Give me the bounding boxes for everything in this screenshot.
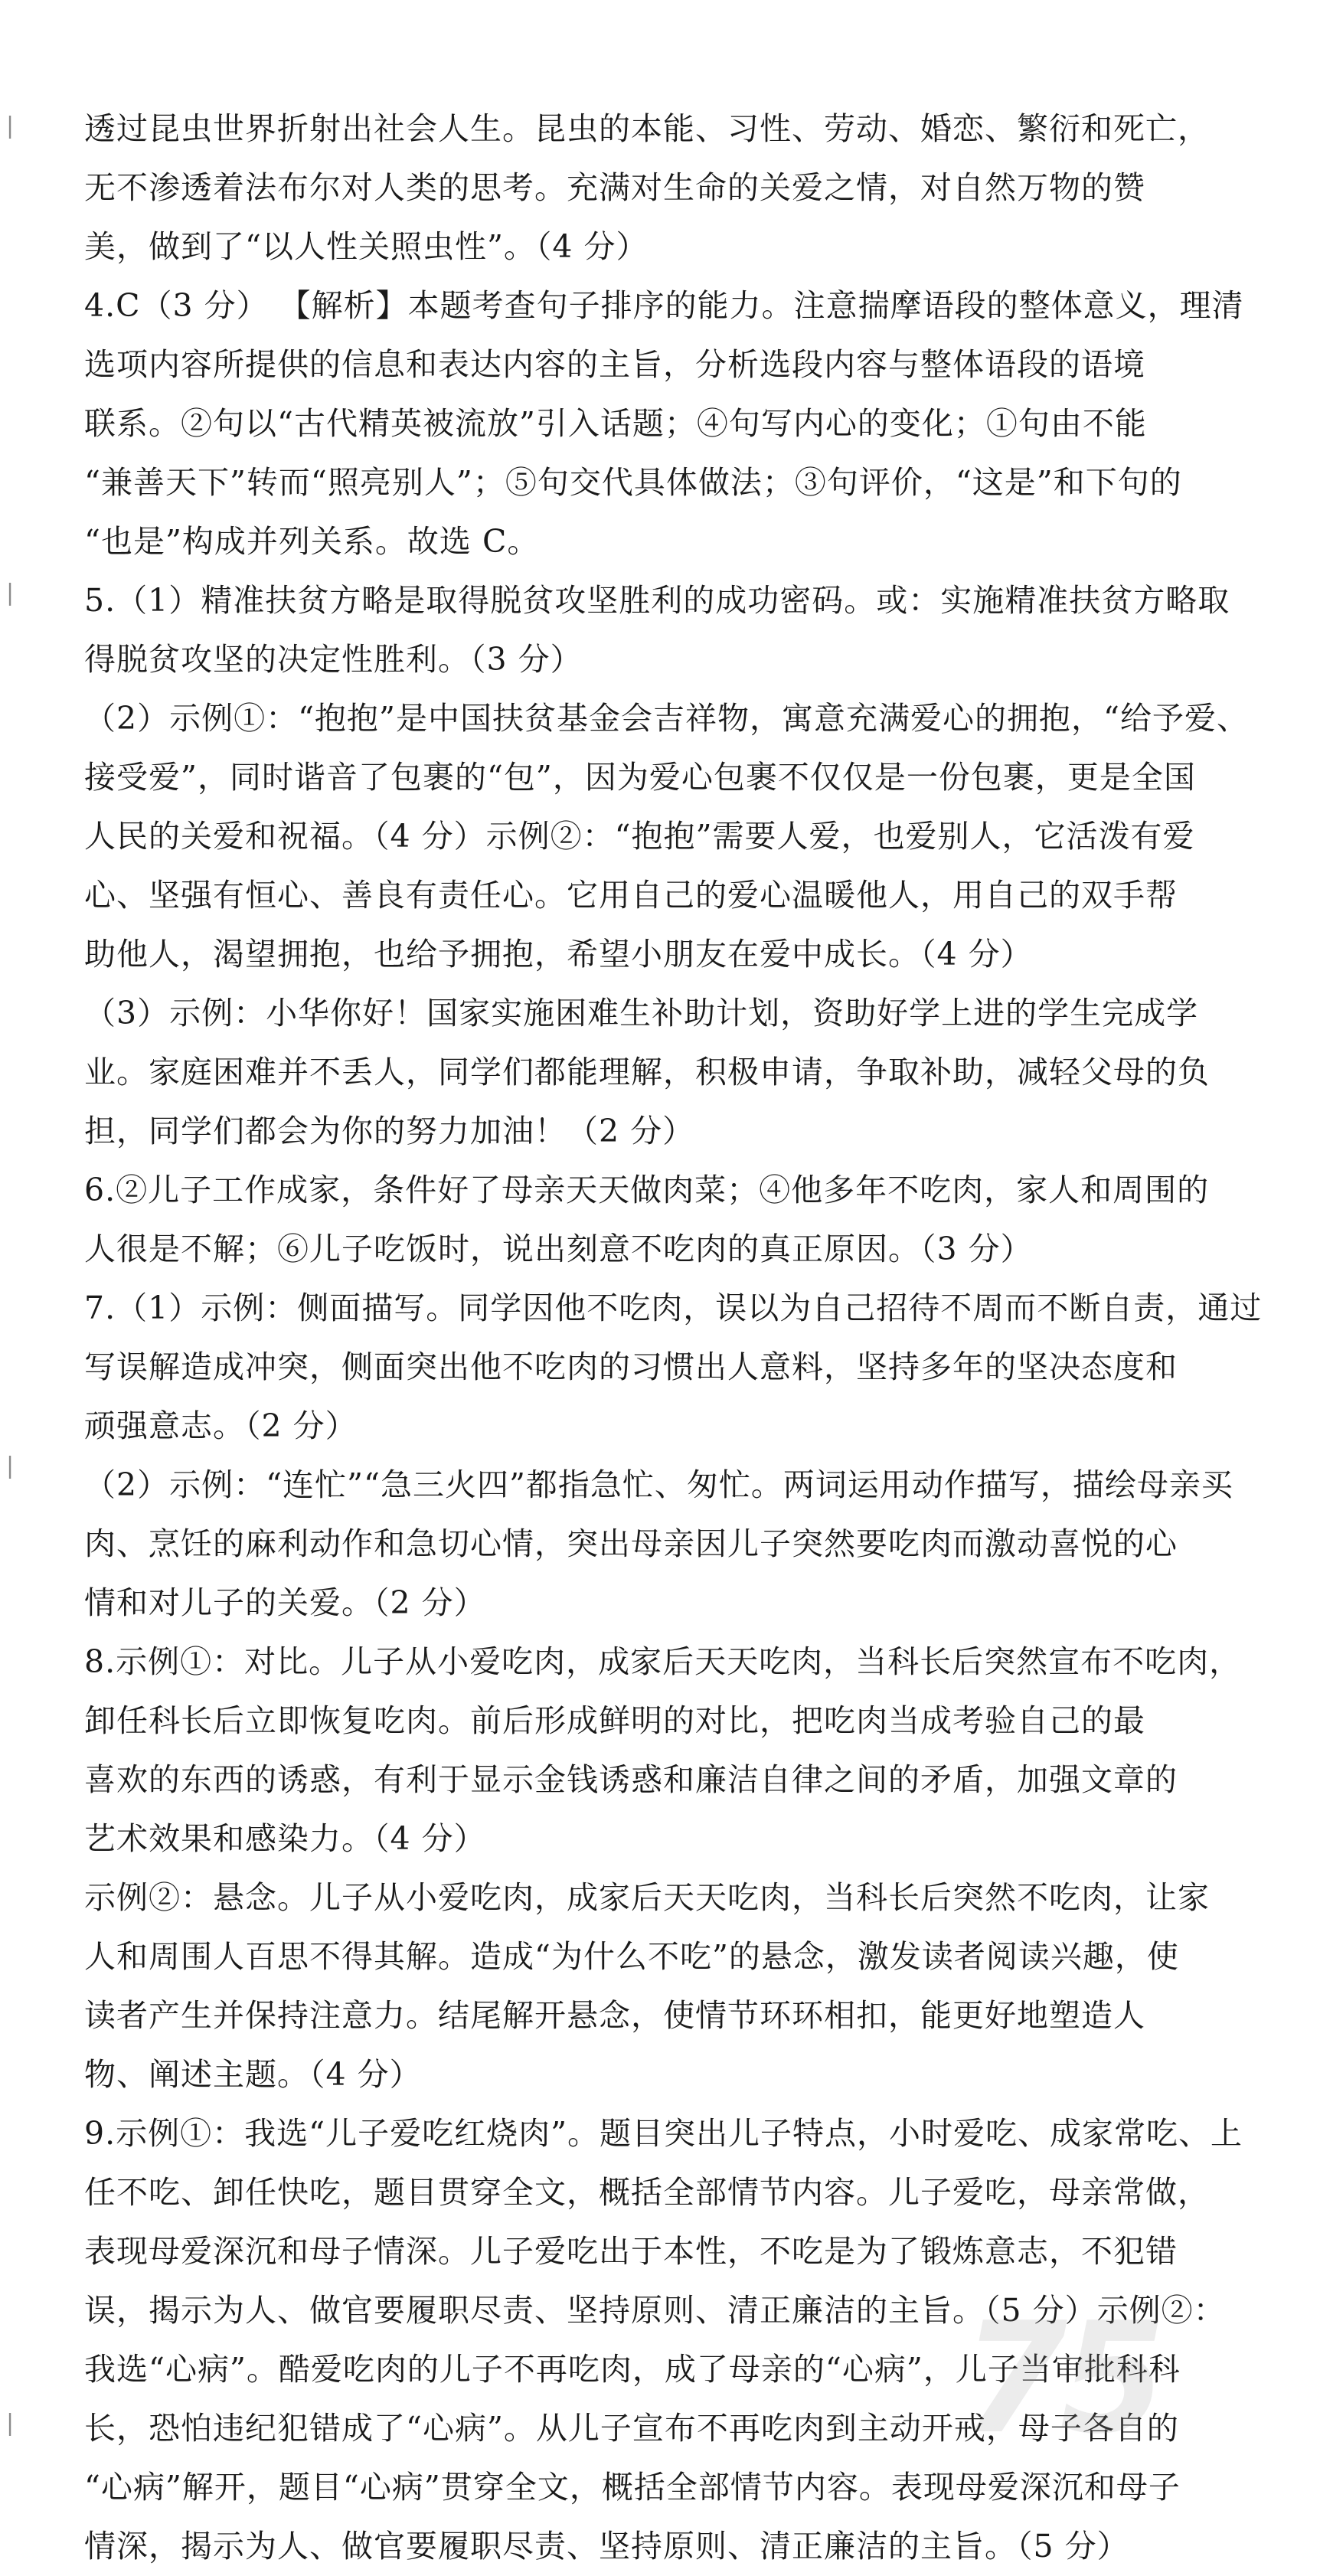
text-line: 读者产生并保持注意力。结尾解开悬念，使情节环环相扣，能更好地塑造人 <box>84 1997 1145 2034</box>
text-line: 我选“心病”。酷爱吃肉的儿子不再吃肉，成了母亲的“心病”，儿子当审批科科 <box>84 2351 1181 2388</box>
binding-mark: | <box>6 2410 15 2437</box>
text-line: 顽强意志。（2 分） <box>84 1407 358 1444</box>
text-line: 心、坚强有恒心、善良有责任心。它用自己的爱心温暖他人，用自己的双手帮 <box>84 877 1178 914</box>
text-line: “兼善天下”转而“照亮别人”；⑤句交代具体做法；③句评价，“这是”和下句的 <box>84 464 1182 501</box>
text-line: 人很是不解；⑥儿子吃饭时，说出刻意不吃肉的真正原因。（3 分） <box>84 1231 1033 1267</box>
text-line: 助他人，渴望拥抱，也给予拥抱，希望小朋友在爱中成长。（4 分） <box>84 936 1033 973</box>
text-line: 长，恐怕违纪犯错成了“心病”。从儿子宣布不再吃肉到主动开戒，母子各自的 <box>84 2410 1179 2447</box>
text-line: “也是”构成并列关系。故选 C。 <box>84 523 540 560</box>
text-line: 表现母爱深沉和母子情深。儿子爱吃出于本性，不吃是为了锻炼意志，不犯错 <box>84 2233 1178 2270</box>
text-line: 业。家庭困难并不丢人，同学们都能理解，积极申请，争取补助，减轻父母的负 <box>84 1054 1210 1090</box>
binding-mark: | <box>6 113 15 139</box>
text-line: 6.②儿子工作成家，条件好了母亲天天做肉菜；④他多年不吃肉，家人和周围的 <box>84 1172 1210 1208</box>
binding-margin <box>0 0 46 2553</box>
text-line: （2）示例①：“抱抱”是中国扶贫基金会吉祥物，寓意充满爱心的拥抱，“给予爱、 <box>84 700 1249 737</box>
text-line: 误，揭示为人、做官要履职尽责、坚持原则、清正廉洁的主旨。（5 分）示例②： <box>84 2292 1226 2329</box>
text-line: 写误解造成冲突，侧面突出他不吃肉的习惯出人意料，坚持多年的坚决态度和 <box>84 1348 1178 1385</box>
text-line: 喜欢的东西的诱惑，有利于显示金钱诱惑和廉洁自律之间的矛盾，加强文章的 <box>84 1761 1178 1798</box>
text-line: 艺术效果和感染力。（4 分） <box>84 1820 486 1857</box>
text-line: 肉、烹饪的麻利动作和急切心情，突出母亲因儿子突然要吃肉而激动喜悦的心 <box>84 1525 1178 1562</box>
text-line: 接受爱”，同时谐音了包裹的“包”，因为爱心包裹不仅仅是一份包裹，更是全国 <box>84 759 1196 796</box>
text-line: 透过昆虫世界折射出社会人生。昆虫的本能、习性、劳动、婚恋、繁衍和死亡， <box>84 110 1210 147</box>
binding-mark: | <box>6 580 15 606</box>
text-line: “心病”解开，题目“心病”贯穿全文，概括全部情节内容。表现母爱深沉和母子 <box>84 2469 1181 2506</box>
text-line: 得脱贫攻坚的决定性胜利。（3 分） <box>84 641 583 678</box>
text-line: 卸任科长后立即恢复吃肉。前后形成鲜明的对比，把吃肉当成考验自己的最 <box>84 1702 1145 1739</box>
page-number-watermark: 75 <box>961 2290 1159 2468</box>
text-line: 物、阐述主题。（4 分） <box>84 2056 422 2093</box>
text-line: （2）示例：“连忙”“急三火四”都指急忙、匆忙。两词运用动作描写，描绘母亲买 <box>84 1466 1233 1503</box>
text-line: 8.示例①：对比。儿子从小爱吃肉，成家后天天吃肉，当科长后突然宣布不吃肉， <box>84 1643 1242 1680</box>
text-line: 担，同学们都会为你的努力加油！（2 分） <box>84 1113 695 1149</box>
text-line: （3）示例：小华你好！国家实施困难生补助计划，资助好学上进的学生完成学 <box>84 995 1199 1031</box>
text-line: 示例②：悬念。儿子从小爱吃肉，成家后天天吃肉，当科长后突然不吃肉，让家 <box>84 1879 1210 1916</box>
text-line: 情深，揭示为人、做官要履职尽责、坚持原则、清正廉洁的主旨。（5 分） <box>84 2528 1129 2565</box>
text-line: 人民的关爱和祝福。（4 分）示例②：“抱抱”需要人爱，也爱别人，它活泼有爱 <box>84 818 1195 855</box>
text-line: 选项内容所提供的信息和表达内容的主旨，分析选段内容与整体语段的语境 <box>84 346 1145 383</box>
text-line: 4.C（3 分） 【解析】本题考查句子排序的能力。注意揣摩语段的整体意义，理清 <box>84 287 1244 324</box>
text-line: 7.（1）示例：侧面描写。同学因他不吃肉，误以为自己招待不周而不断自责，通过 <box>84 1290 1263 1326</box>
binding-mark: | <box>6 1453 15 1479</box>
text-line: 无不渗透着法布尔对人类的思考。充满对生命的关爱之情，对自然万物的赞 <box>84 169 1145 206</box>
text-line: 美，做到了“以人性关照虫性”。（4 分） <box>84 228 649 265</box>
text-line: 情和对儿子的关爱。（2 分） <box>84 1584 486 1621</box>
text-line: 联系。②句以“古代精英被流放”引入话题；④句写内心的变化；①句由不能 <box>84 405 1147 442</box>
text-line: 任不吃、卸任快吃，题目贯穿全文，概括全部情节内容。儿子爱吃，母亲常做， <box>84 2174 1210 2211</box>
answer-text <box>84 100 1263 2576</box>
text-line: 5.（1）精准扶贫方略是取得脱贫攻坚胜利的成功密码。或：实施精准扶贫方略取 <box>84 582 1230 619</box>
text-line: 人和周围人百思不得其解。造成“为什么不吃”的悬念，激发读者阅读兴趣，使 <box>84 1938 1179 1975</box>
text-line: 9.示例①：我选“儿子爱吃红烧肉”。题目突出儿子特点，小时爱吃、成家常吃、上 <box>84 2115 1243 2152</box>
